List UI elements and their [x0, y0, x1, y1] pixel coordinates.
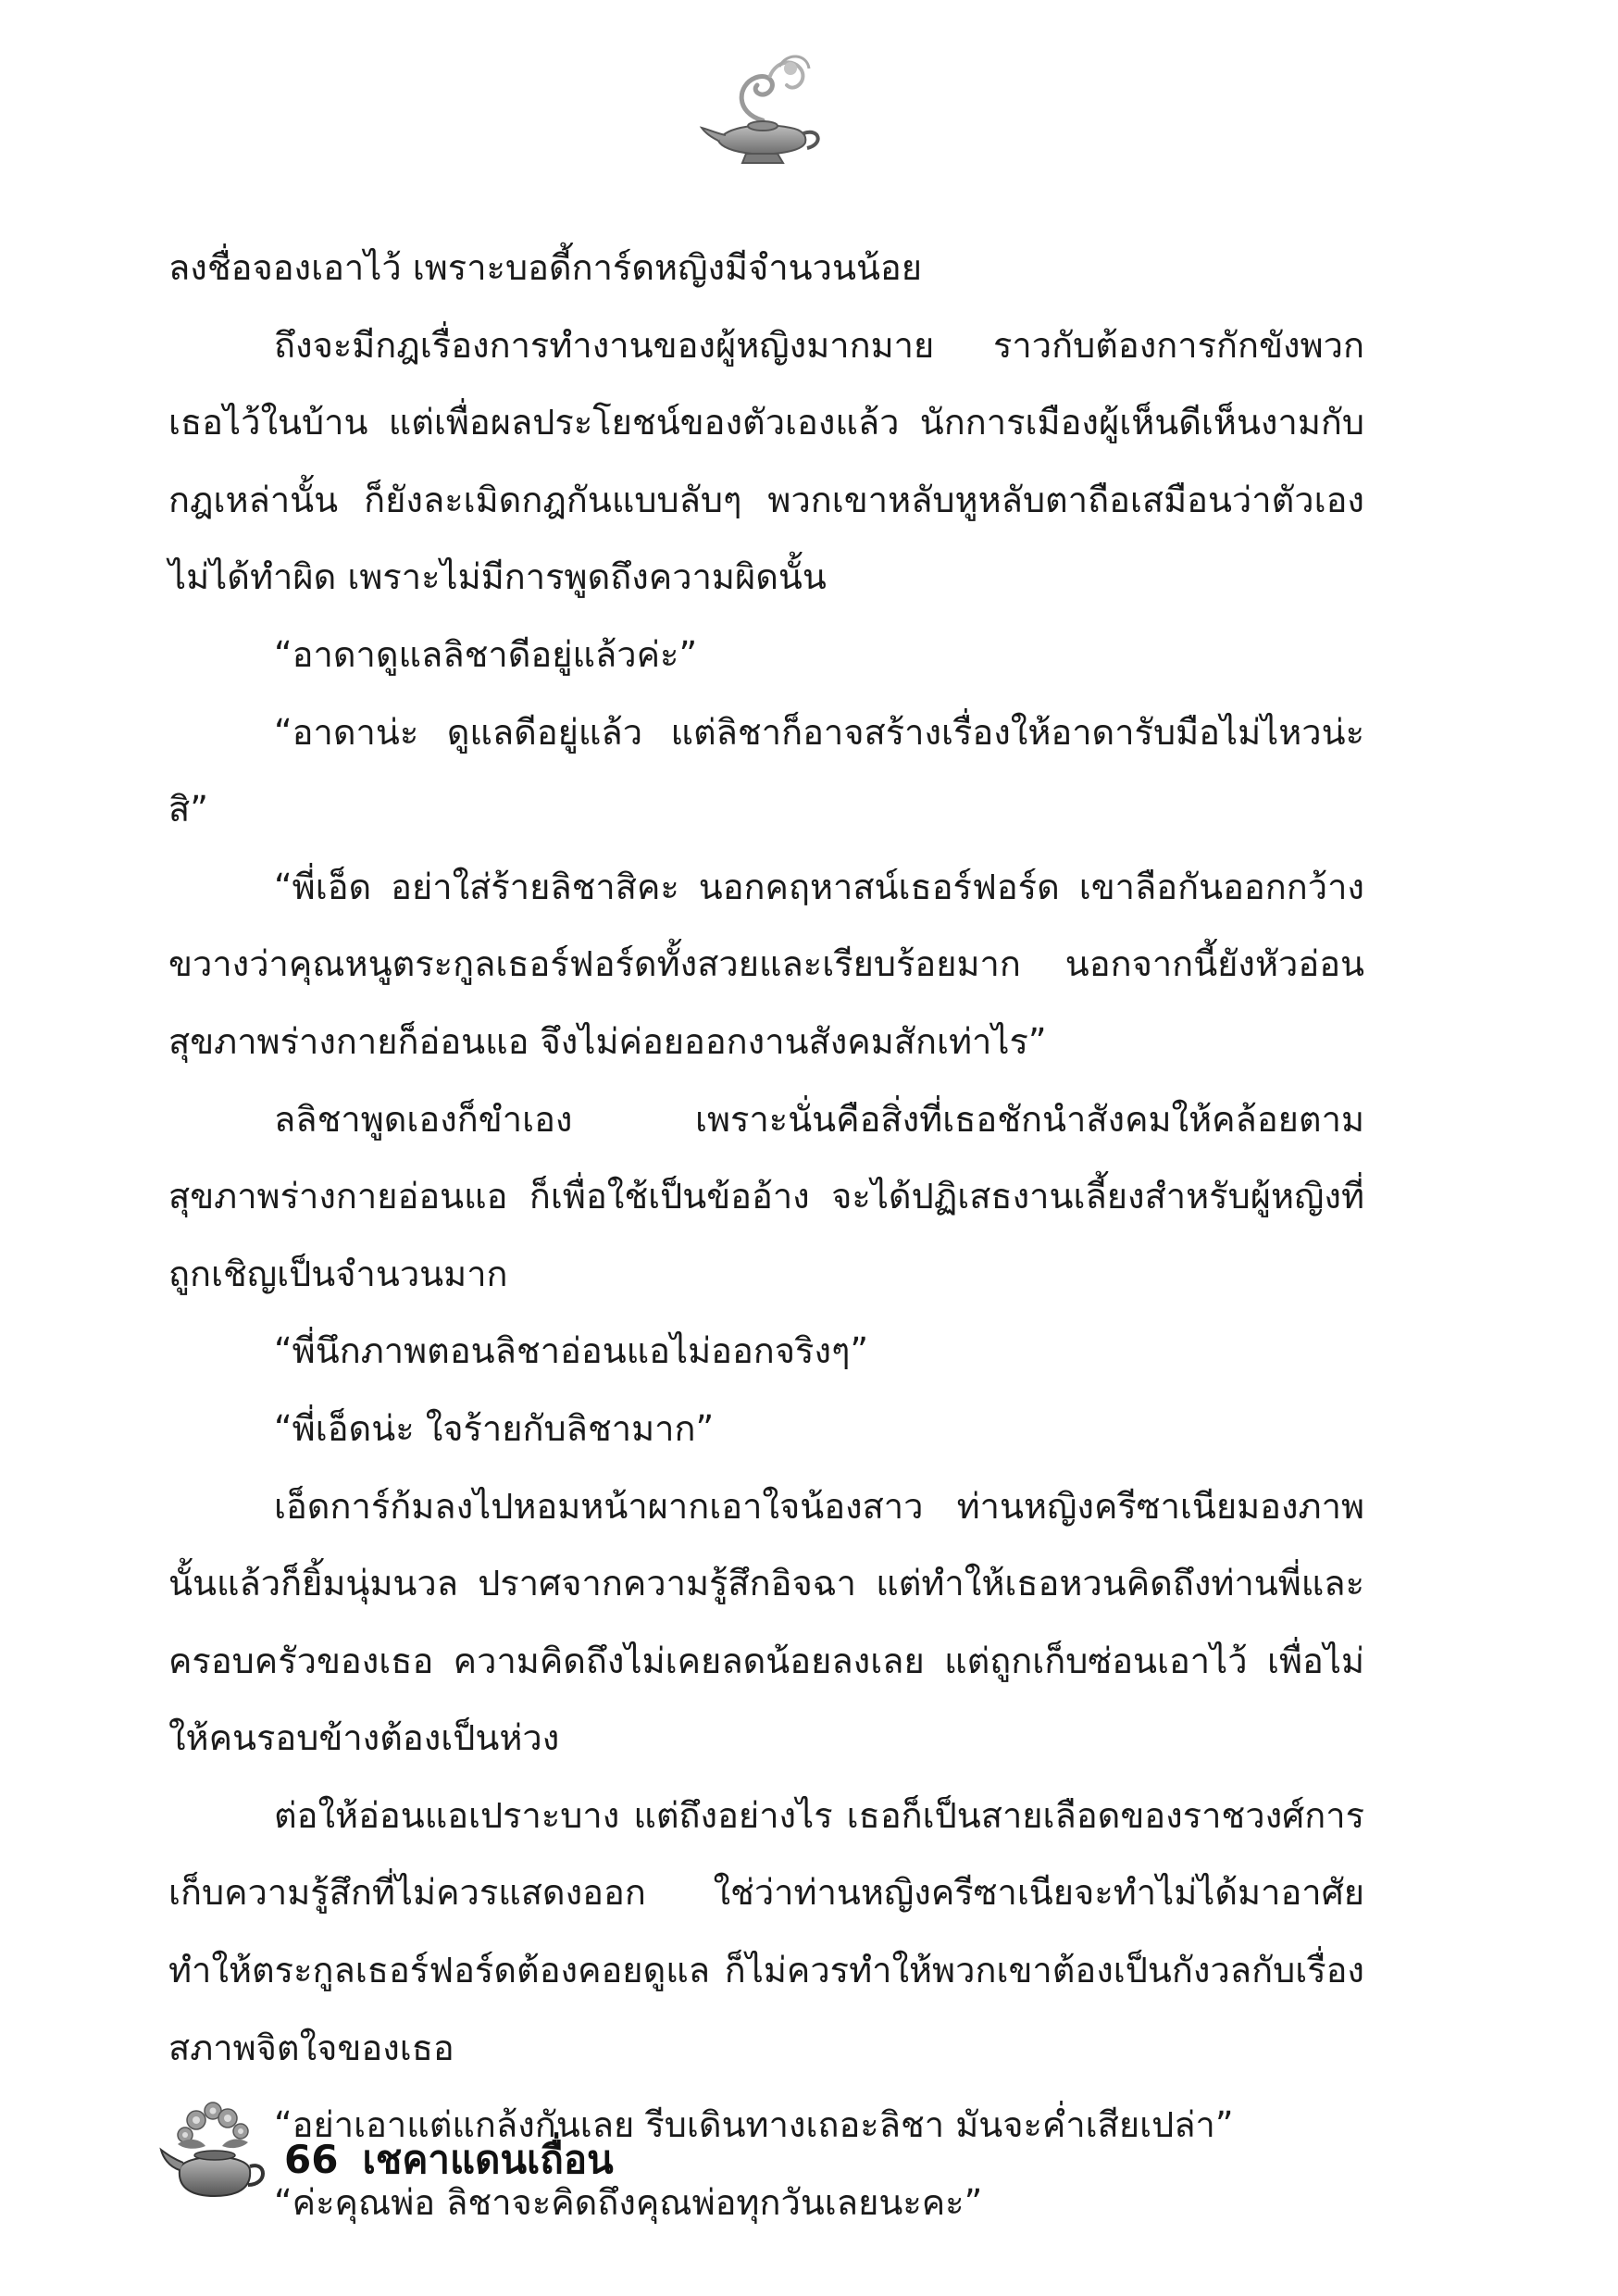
genie-lamp-icon [698, 48, 828, 178]
page-number: 66 [284, 2137, 339, 2182]
page-footer [159, 2100, 900, 2202]
paragraph: “อาดาน่ะ ดูแลดีอยู่แล้ว แต่ลิชาก็อาจสร้างเรื่องให้อาดารับมือไม่ไหวน่ะสิ” [168, 711, 1364, 830]
book-title: เชคาแดนเถื่อน [362, 2137, 614, 2182]
paragraph: เอ็ดการ์ก้มลงไปหอมหน้าผากเอาใจน้องสาว ท่านหญิงครีซาเนียมองภาพนั้นแล้วก็ยิ้มนุ่มนวล ปราศจากความรู้สึกอิจฉา แต่ทำให้เธอหวนคิดถึงท่านพี่และครอบครัวของเธอ ความคิดถึงไม่เคยลดน้อยลงเลย แต่ถูกเก็บซ่อนเอาไว้ เพื่อไม่ให้คนรอบข้างต้องเป็นห่วง [168, 1485, 1364, 1759]
teapot-flowers-icon [159, 2100, 270, 2202]
paragraph: “พี่นึกภาพตอนลิชาอ่อนแอไม่ออกจริงๆ” [274, 1330, 869, 1372]
paragraph: “อย่าเอาแต่แกล้งกันเลย รีบเดินทางเถอะลิชา มันจะค่ำเสียเปล่า” [274, 2104, 1234, 2146]
paragraph: “พี่เอ็ด อย่าใส่ร้ายลิชาสิคะ นอกคฤหาสน์เธอร์ฟอร์ด เขาลือกันออกกว้างขวางว่าคุณหนูตระกูลเธอร์ฟอร์ดทั้งสวยและเรียบร้อยมาก นอกจากนี้ยังหัวอ่อน สุขภาพร่างกายก็อ่อนแอ จึงไม่ค่อยออกงานสังคมสักเท่าไร” [168, 866, 1364, 1062]
paragraph: “อาดาดูแลลิชาดีอยู่แล้วค่ะ” [274, 633, 698, 675]
paragraph: ลงชื่อจองเอาไว้ เพราะบอดี้การ์ดหญิงมีจำนวนน้อย [168, 247, 923, 288]
paragraph: ต่อให้อ่อนแอเปราะบาง แต่ถึงอย่างไร เธอก็เป็นสายเลือดของราชวงศ์การเก็บความรู้สึกที่ไม่ควรแสดงออก ใช่ว่าท่านหญิงครีซาเนียจะทำไม่ได้มาอาศัย ทำให้ตระกูลเธอร์ฟอร์ดต้องคอยดูแล ก็ไม่ควรทำให้พวกเขาต้องเป็นกังวลกับเรื่องสภาพจิตใจของเธอ [168, 1794, 1364, 2068]
footer-label [284, 2137, 614, 2183]
paragraph: ลลิชาพูดเองก็ขำเอง เพราะนั่นคือสิ่งที่เธอชักนำสังคมให้คล้อยตามสุขภาพร่างกายอ่อนแอ ก็เพื่อใช้เป็นข้ออ้าง จะได้ปฏิเสธงานเลี้ยงสำหรับผู้หญิงที่ถูกเชิญเป็นจำนวนมาก [168, 1098, 1364, 1294]
paragraph: “พี่เอ็ดน่ะ ใจร้ายกับลิชามาก” [274, 1407, 715, 1449]
paragraph: ถึงจะมีกฎเรื่องการทำงานของผู้หญิงมากมาย ราวกับต้องการกักขังพวกเธอไว้ในบ้าน แต่เพื่อผลประโยชน์ของตัวเองแล้ว นักการเมืองผู้เห็นดีเห็นงามกับกฎเหล่านั้น ก็ยังละเมิดกฎกันแบบลับๆ พวกเขาหลับหูหลับตาถือเสมือนว่าตัวเองไม่ได้ทำผิด เพราะไม่มีการพูดถึงความผิดนั้น [168, 324, 1364, 598]
body-text [168, 230, 1364, 2241]
paragraph: “ค่ะคุณพ่อ ลิชาจะคิดถึงคุณพ่อทุกวันเลยนะคะ” [274, 2181, 983, 2223]
